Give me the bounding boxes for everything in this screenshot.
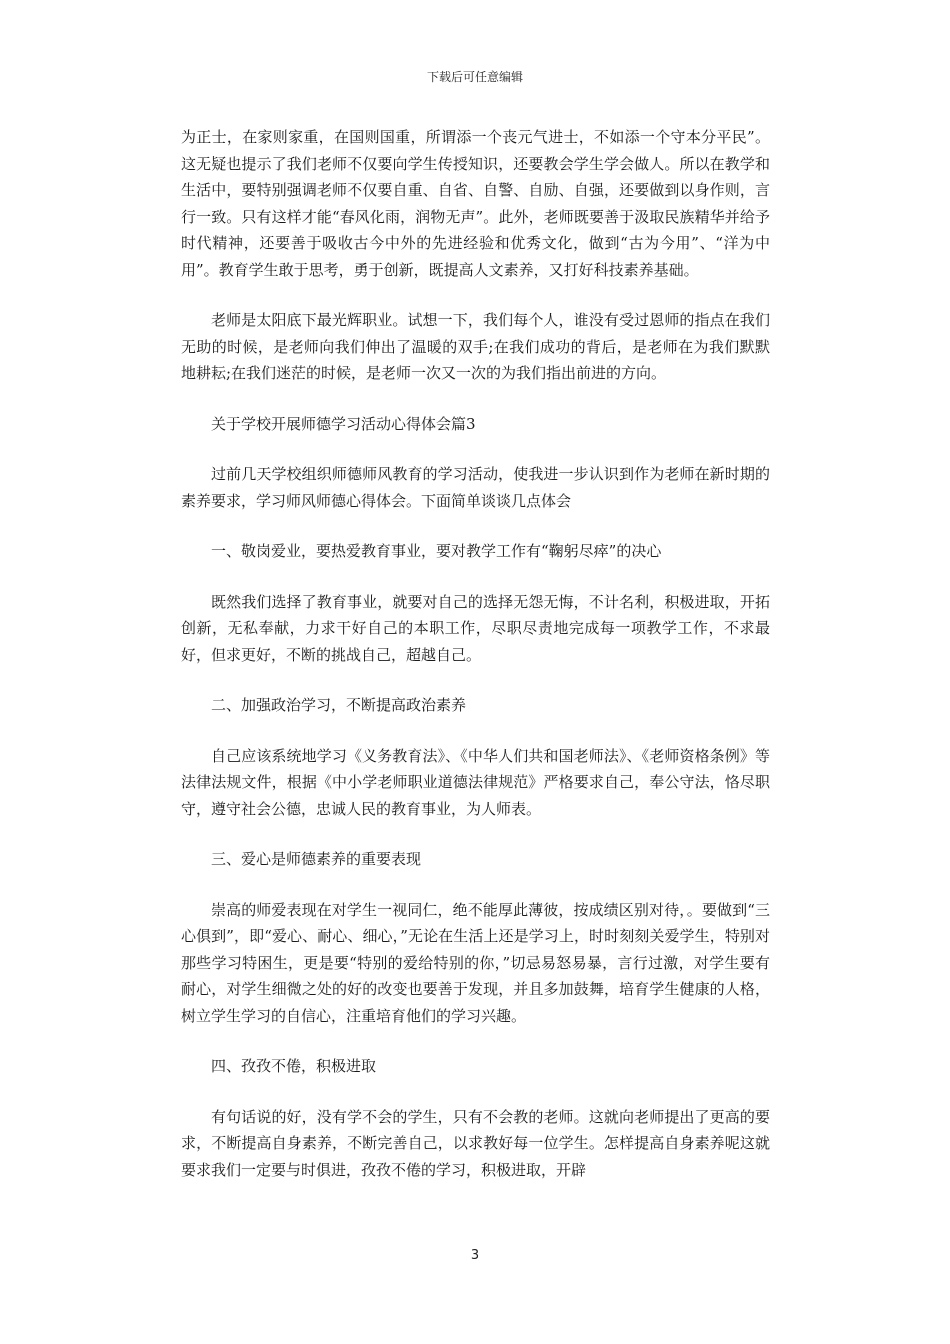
paragraph: 老师是太阳底下最光辉职业。试想一下，我们每个人，谁没有受过恩师的指点在我们无助的时候，是老师向我们伸出了温暖的双手;在我们成功的背后，是老师在为我们默默地耕耘;在我们迷茫的时候，是老师一次又一次的为我们指出前进的方向。 (181, 311, 770, 382)
paragraph: 既然我们选择了教育事业，就要对自己的选择无怨无悔，不计名利，积极进取，开拓创新，无私奉献，力求干好自己的本职工作，尽职尽责地完成每一项教学工作，不求最好，但求更好，不断的挑战自己，超越自己。 (181, 592, 770, 664)
section-heading: 二、加强政治学习，不断提高政治素养 (211, 696, 467, 714)
paragraph: 自己应该系统地学习《义务教育法》、《中华人们共和国老师法》、《老师资格条例》等法律法规文件，根据《中小学老师职业道德法律规范》严格要求自己，奉公守法，恪尽职守，遵守社会公德，忠诚人民的教育事业，为人师表。 (181, 746, 770, 818)
paragraph: 过前几天学校组织师德师风教育的学习活动，使我进一步认识到作为老师在新时期的素养要求，学习师风师德心得体会。下面简单谈谈几点体会 (181, 465, 770, 510)
paragraph: 崇高的师爱表现在对学生一视同仁，绝不能厚此薄彼，按成绩区别对待，。要做到“三心俱到”，即“爱心、耐心、细心，”无论在生活上还是学习上，时时刻刻关爱学生，特别对那些学习特困生，更是要“特别的爱给特别的你，”切忌易怒易暴，言行过激，对学生要有耐心，对学生细微之处的好的改变也要善于发现，并且多加鼓舞，培育学生健康的人格，树立学生学习的自信心，注重培育他们的学习兴趣。 (181, 900, 770, 1025)
section-heading: 三、爱心是师德素养的重要表现 (211, 850, 422, 868)
paragraph: 有句话说的好，没有学不会的学生，只有不会教的老师。这就向老师提出了更高的要求，不断提高自身素养，不断完善自己，以求教好每一位学生。怎样提高自身素养呢这就要求我们一定要与时俱进，孜孜不倦的学习，积极进取，开辟 (181, 1107, 770, 1179)
paragraph-continuation: 为正士，在家则家重，在国则国重，所谓添一个丧元气进士，不如添一个守本分平民”。这无疑也提示了我们老师不仅要向学生传授知识，还要教会学生学会做人。所以在教学和生活中，要特别强调老师不仅要自重、自省、自警、自励、自强，还要做到以身作则，言行一致。只有这样才能“春风化雨，润物无声”。此外，老师既要善于汲取民族精华并给予时代精神，还要善于吸收古今中外的先进经验和优秀文化，做到“古为今用”、“洋为中用”。教育学生敢于思考，勇于创新，既提高人文素养，又打好科技素养基础。 (181, 128, 770, 279)
page-number: 3 (470, 1248, 480, 1263)
document-body (181, 124, 770, 1183)
section-heading: 四、孜孜不倦，积极进取 (211, 1057, 377, 1075)
section-heading: 一、敬岗爱业，要热爱教育事业，要对教学工作有“鞠躬尽瘁”的决心 (211, 542, 662, 560)
page-header: 下载后可任意编辑 (426, 70, 523, 84)
section-title: 关于学校开展师德学习活动心得体会篇3 (211, 414, 476, 433)
